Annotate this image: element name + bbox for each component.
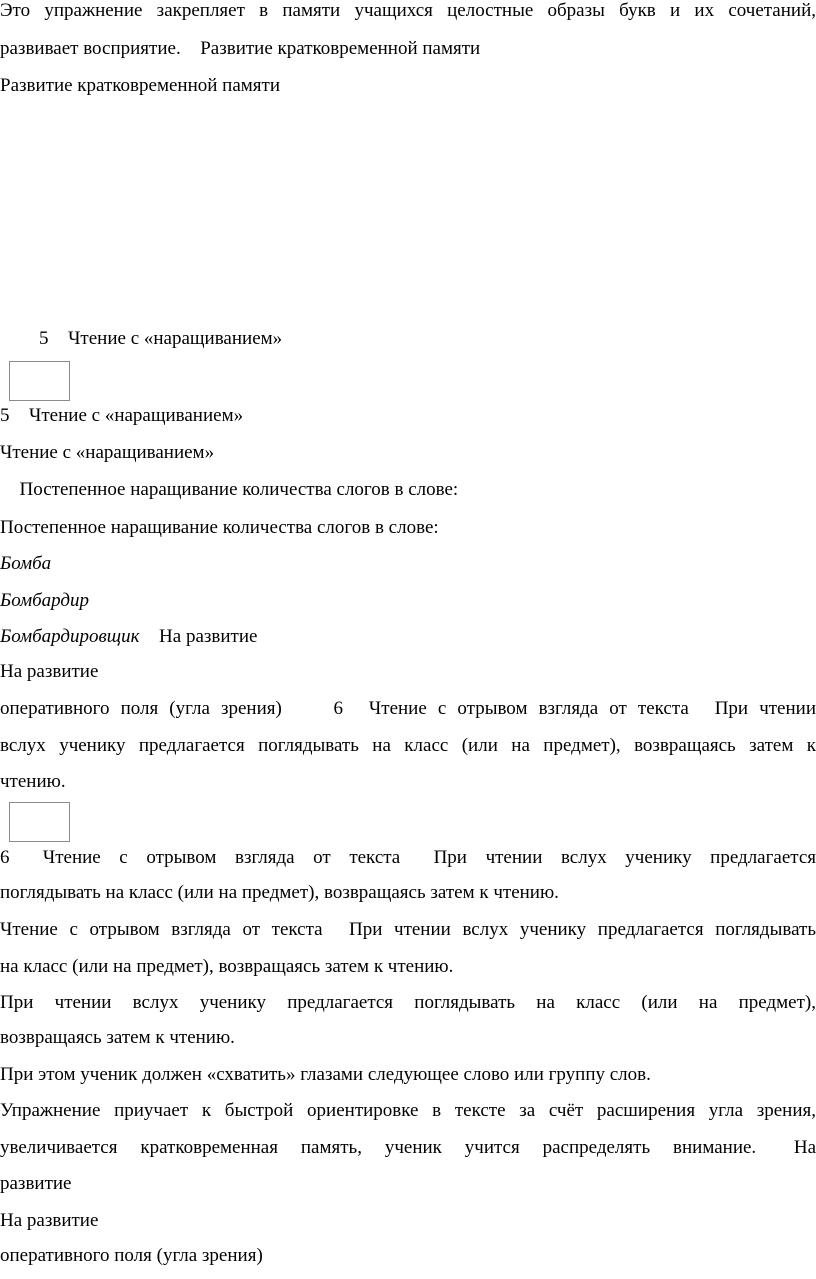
paragraph-line: поглядывать на класс (или на предмет), возвращаясь затем к чтению. <box>0 882 559 903</box>
paragraph-line: Чтение с отрывом взгляда от текста При чтении вслух ученику предлагается поглядывать <box>0 919 816 940</box>
heading-line: 5 Чтение с «наращиванием» <box>0 405 229 426</box>
paragraph-line: Развитие кратковременной памяти <box>0 75 280 96</box>
paragraph-line: оперативного поля (угла зрения) <box>0 1245 263 1266</box>
image-placeholder <box>9 361 70 401</box>
paragraph-line: При этом ученик должен «схватить» глазами следующее слово или группу слов. <box>0 1064 651 1085</box>
example-word-line <box>0 625 816 649</box>
heading-line: Чтение с «наращиванием» <box>0 442 215 463</box>
paragraph-line: При чтении вслух ученику предлагается поглядывать на класс (или на предмет), <box>0 992 816 1013</box>
paragraph-line: Постепенное наращивание количества слогов в слове: <box>0 517 439 538</box>
example-word: Бомбардир <box>0 590 90 611</box>
paragraph-line: вслух ученику предлагается поглядывать на класс (или на предмет), возвращаясь затем к <box>0 735 816 756</box>
section-label: На развитие <box>0 1210 99 1231</box>
heading-line: 5 Чтение с «наращиванием» <box>0 328 229 349</box>
example-word: Бомба <box>0 553 52 574</box>
paragraph-line: Это упражнение закрепляет в памяти учащихся целостные образы букв и их сочетаний, <box>0 0 816 21</box>
paragraph-line: возвращаясь затем к чтению. <box>0 1027 235 1048</box>
paragraph-line: оперативного поля (угла зрения) 6 Чтение с отрывом взгляда от текста При чтении <box>0 698 816 719</box>
image-placeholder <box>9 802 70 842</box>
paragraph-line: Постепенное наращивание количества слогов в слове: <box>0 479 439 500</box>
paragraph-line: развитие <box>0 1173 72 1194</box>
example-word: Бомбардировщик <box>0 626 145 647</box>
paragraph-line: развивает восприятие. Развитие кратковременной памяти <box>0 38 466 59</box>
section-label: На развитие <box>0 661 99 682</box>
paragraph-line: 6 Чтение с отрывом взгляда от текста При чтении вслух ученику предлагается <box>0 847 816 868</box>
paragraph-line: увеличивается кратковременная память, ученик учится распределять внимание. На <box>0 1137 816 1158</box>
section-label: На развитие <box>144 626 243 647</box>
paragraph-line: Упражнение приучает к быстрой ориентировке в тексте за счёт расширения угла зрения, <box>0 1100 816 1121</box>
paragraph-line: на класс (или на предмет), возвращаясь затем к чтению. <box>0 956 454 977</box>
paragraph-line: чтению. <box>0 771 66 792</box>
